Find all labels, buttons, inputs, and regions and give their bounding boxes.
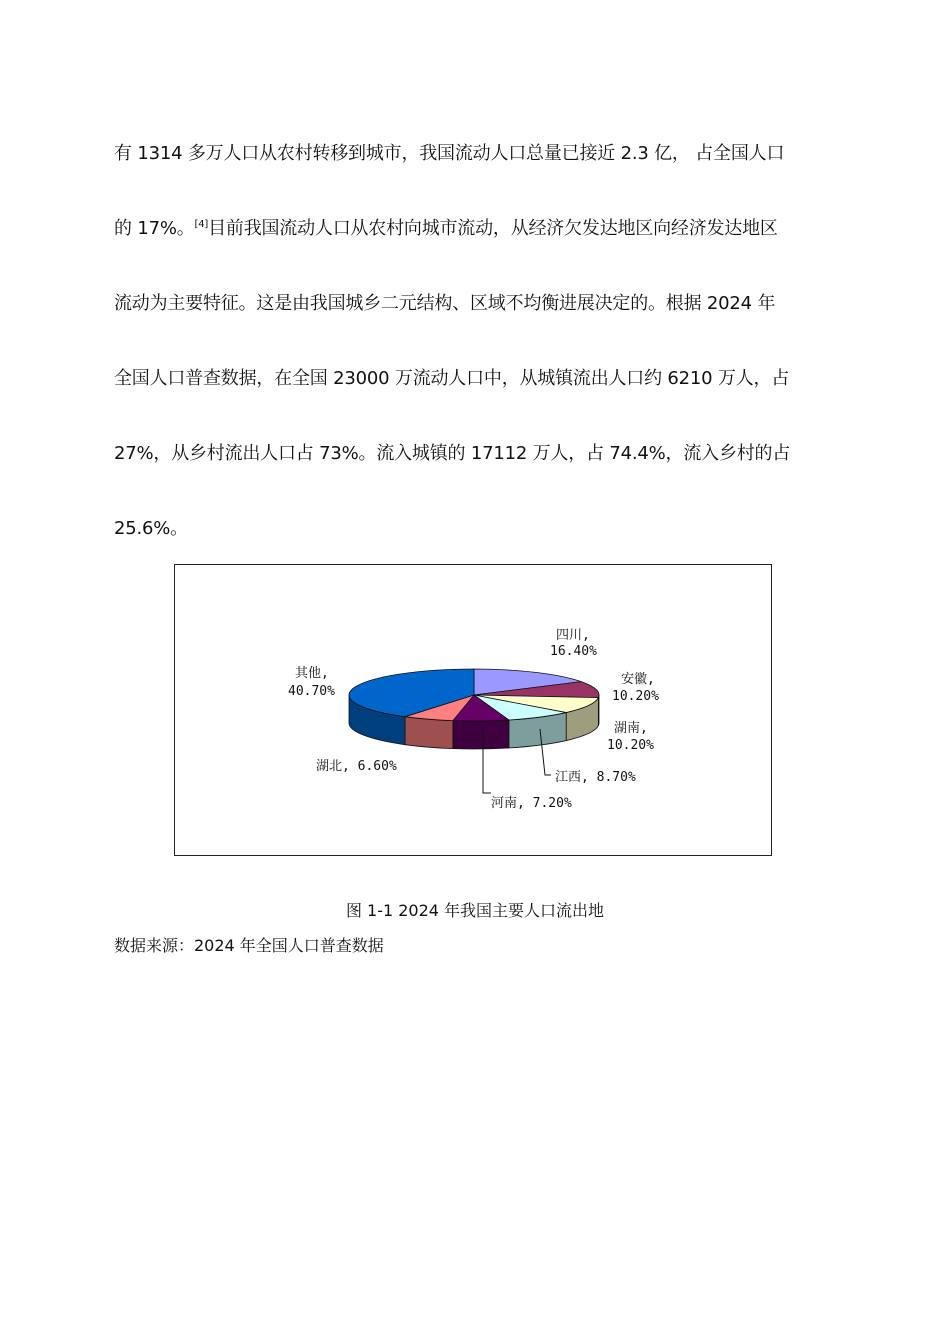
paragraph-line: 27%，从乡村流出人口占 73%。流入城镇的 17112 万人，占 74.4%，流入乡村的占 — [114, 443, 791, 464]
paragraph-line: 流动为主要特征。这是由我国城乡二元结构、区域不均衡进展决定的。根据 2024 年 — [114, 293, 776, 314]
label-hunan-name: 湖南, — [614, 721, 648, 736]
label-sichuan-value: 16.40% — [550, 644, 597, 659]
citation-reference[interactable]: [4] — [194, 219, 209, 230]
label-hubei: 湖北, 6.60% — [316, 759, 397, 774]
paragraph-line: 全国人口普查数据，在全国 23000 万流动人口中，从城镇流出人口约 6210 万人，占 — [114, 368, 790, 389]
label-henan: 河南, 7.20% — [491, 796, 572, 811]
pie-side-henan — [453, 720, 509, 749]
label-hunan-value: 10.20% — [607, 738, 654, 753]
label-sichuan-name: 四川, — [556, 628, 590, 643]
label-anhui-name: 安徽, — [621, 672, 655, 687]
pie-chart — [175, 565, 773, 857]
pie-chart-figure — [174, 564, 772, 856]
label-jiangxi: 江西, 8.70% — [555, 770, 636, 785]
pie-side-hubei — [405, 717, 453, 749]
label-anhui-value: 10.20% — [612, 689, 659, 704]
paragraph-line: 有 1314 多万人口从农村转移到城市，我国流动人口总量已接近 2.3 亿， 占全国人口 — [114, 143, 785, 164]
paragraph-line: 25.6%。 — [114, 518, 188, 539]
data-source-note: 数据来源：2024 年全国人口普查数据 — [114, 936, 384, 955]
paragraph-line: 的 17%。[4]目前我国流动人口从农村向城市流动，从经济欠发达地区向经济发达地区 — [114, 218, 778, 239]
label-other-value: 40.70% — [288, 684, 335, 699]
label-other-name: 其他, — [295, 666, 329, 681]
figure-caption: 图 1-1 2024 年我国主要人口流出地 — [345, 901, 605, 920]
